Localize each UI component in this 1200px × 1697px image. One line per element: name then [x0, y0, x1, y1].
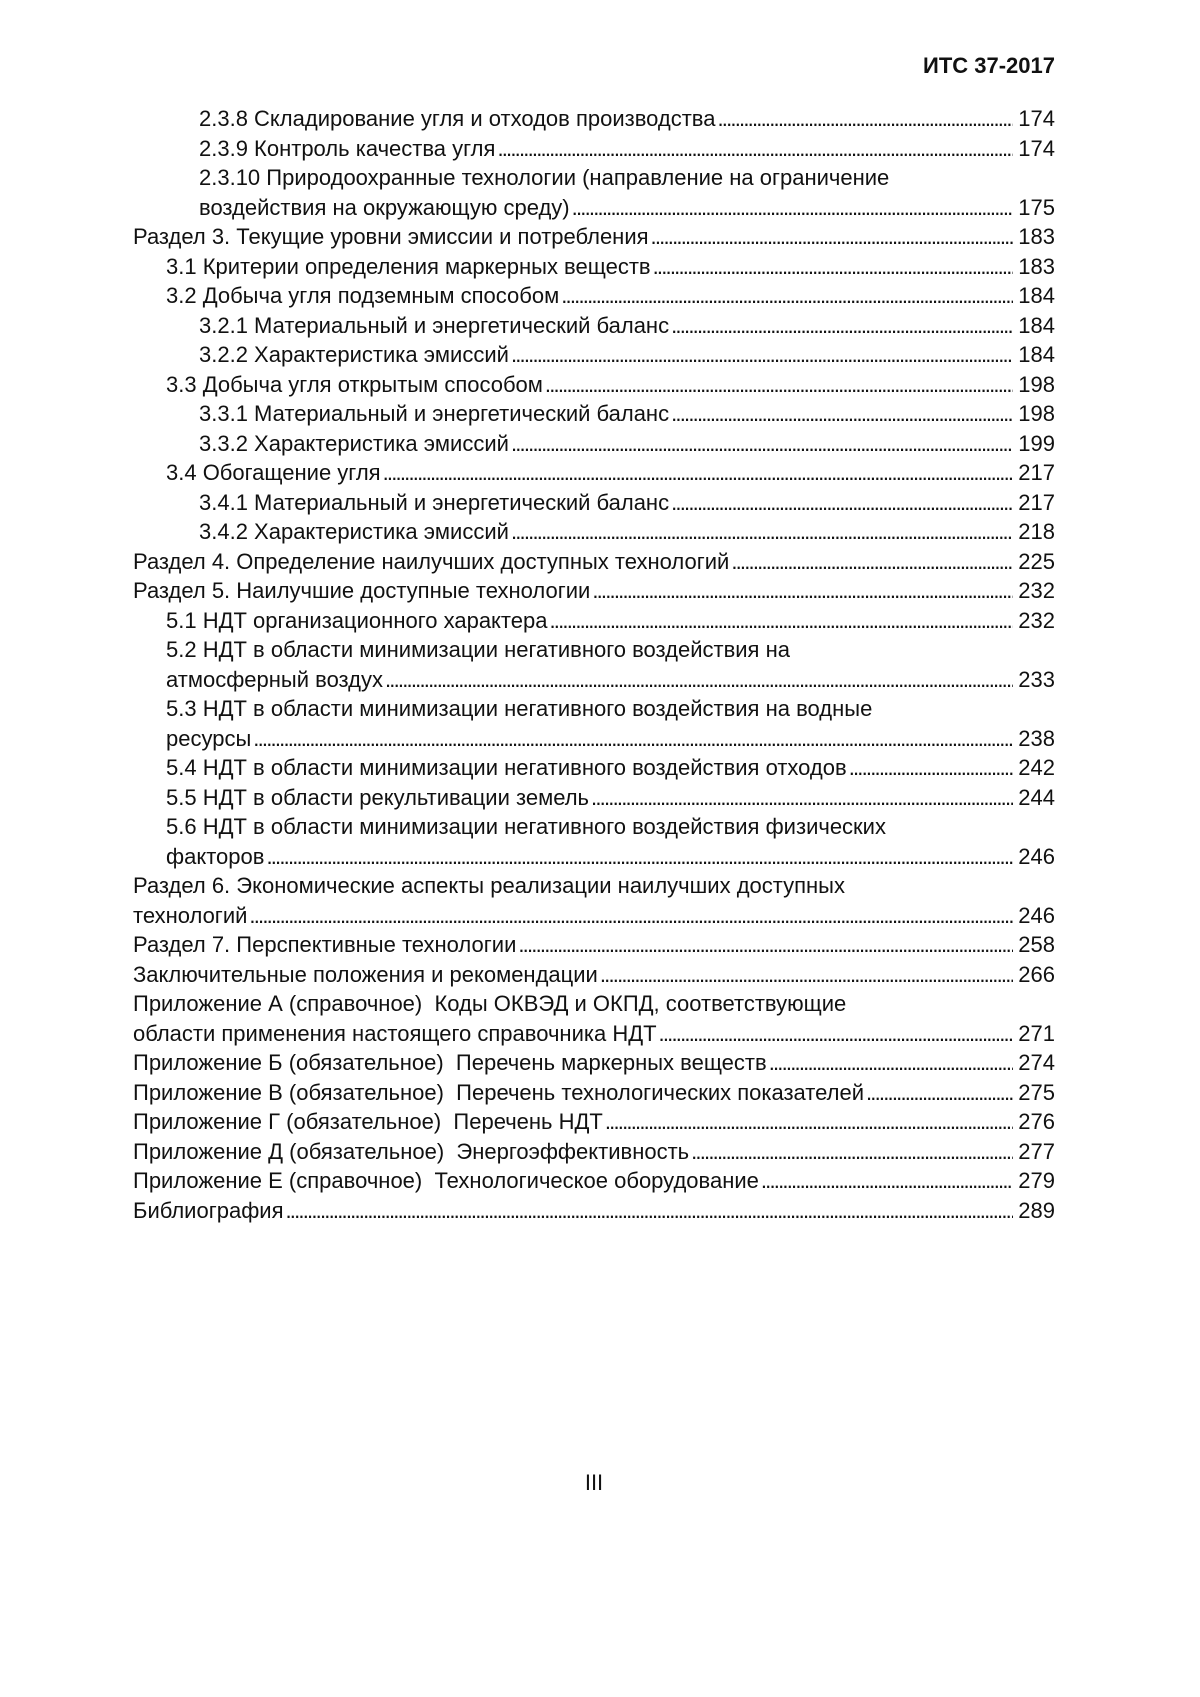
toc-entry	[133, 989, 1055, 1048]
toc-page-number: 238	[1018, 725, 1055, 751]
toc-line	[133, 989, 1055, 1019]
toc-page-number: 274	[1018, 1050, 1055, 1075]
toc-page-number: 184	[1018, 342, 1055, 367]
toc-entry	[133, 1107, 1055, 1137]
toc-entry	[133, 340, 1055, 370]
toc-page-number: 198	[1018, 371, 1055, 397]
dot-leader	[653, 252, 1014, 282]
toc-line	[133, 1078, 1055, 1108]
toc-line	[166, 694, 1055, 724]
toc-page-number: 198	[1018, 401, 1055, 426]
dot-leader	[691, 1137, 1013, 1167]
toc-entry	[133, 488, 1055, 518]
toc-page-number: 174	[1018, 135, 1055, 161]
toc-entry-title: Раздел 7. Перспективные технологии	[133, 932, 517, 957]
toc-entry-title: 5.3 НДТ в области минимизации негативного воздействия на водные	[166, 696, 873, 721]
dot-leader	[591, 783, 1013, 813]
toc-line	[166, 635, 1055, 665]
toc-line	[133, 1166, 1055, 1196]
toc-page-number: 258	[1018, 932, 1055, 957]
toc-line	[133, 871, 1055, 901]
toc-entry-title: Приложение Б (обязательное) Перечень маркерных веществ	[133, 1050, 767, 1075]
toc-entry-title: ресурсы	[166, 725, 252, 751]
dot-leader	[866, 1078, 1013, 1108]
toc-line	[166, 606, 1055, 636]
toc-line	[199, 517, 1055, 547]
dot-leader	[253, 724, 1013, 754]
toc-entry-title: Приложение А (справочное) Коды ОКВЭД и ОКПД, соответствующие	[133, 991, 847, 1016]
toc-entry-title: атмосферный воздух	[166, 666, 383, 692]
toc-page-number: 276	[1018, 1109, 1055, 1134]
toc-entry	[133, 635, 1055, 694]
dot-leader	[671, 488, 1013, 518]
toc-entry-title: 3.1 Критерии определения маркерных веществ	[166, 253, 651, 279]
toc-entry	[133, 1137, 1055, 1167]
toc-entry-title: 5.1 НДТ организационного характера	[166, 607, 548, 633]
toc-page-number: 277	[1018, 1138, 1055, 1164]
dot-leader	[497, 134, 1013, 164]
toc-line	[166, 370, 1055, 400]
toc-entry	[133, 517, 1055, 547]
toc-line	[133, 901, 1055, 931]
toc-entry-title: Раздел 6. Экономические аспекты реализации наилучших доступных	[133, 873, 845, 898]
dot-leader	[671, 399, 1013, 429]
toc-page-number: 174	[1018, 106, 1055, 131]
toc-line	[199, 340, 1055, 370]
toc-page-number: 271	[1018, 1020, 1055, 1046]
dot-leader	[385, 665, 1013, 695]
toc-entry	[133, 163, 1055, 222]
toc-line	[199, 311, 1055, 341]
toc-line	[166, 812, 1055, 842]
table-of-contents	[133, 104, 1055, 1225]
toc-entry	[133, 134, 1055, 164]
toc-entry-title: Раздел 5. Наилучшие доступные технологии	[133, 578, 591, 603]
toc-entry-title: Раздел 3. Текущие уровни эмиссии и потребления	[133, 224, 649, 249]
toc-line	[166, 458, 1055, 488]
toc-entry	[133, 871, 1055, 930]
dot-leader	[671, 311, 1013, 341]
toc-line	[166, 753, 1055, 783]
toc-entry-title: 2.3.8 Складирование угля и отходов производства	[199, 106, 716, 131]
toc-page-number: 246	[1018, 843, 1055, 869]
toc-page-number: 232	[1018, 607, 1055, 633]
document-code: ИТС 37-2017	[923, 53, 1055, 78]
dot-leader	[249, 901, 1013, 931]
toc-entry-title: 3.3.1 Материальный и энергетический баланс	[199, 401, 670, 426]
toc-entry-title: 3.3 Добыча угля открытым способом	[166, 371, 543, 397]
toc-entry-title: 5.6 НДТ в области минимизации негативного воздействия физических	[166, 814, 886, 839]
toc-entry	[133, 753, 1055, 783]
toc-line	[166, 665, 1055, 695]
toc-entry	[133, 547, 1055, 577]
toc-entry-title: области применения настоящего справочника НДТ	[133, 1020, 657, 1046]
toc-line	[133, 960, 1055, 990]
toc-entry-title: факторов	[166, 843, 265, 869]
toc-entry-title: 3.4.1 Материальный и энергетический баланс	[199, 489, 670, 515]
dot-leader	[545, 370, 1013, 400]
toc-entry-title: 3.3.2 Характеристика эмиссий	[199, 430, 509, 456]
toc-line	[199, 104, 1055, 134]
toc-page-number: 279	[1018, 1168, 1055, 1193]
toc-line	[166, 281, 1055, 311]
toc-entry-title: 3.2 Добыча угля подземным способом	[166, 283, 560, 308]
toc-entry-title: 5.5 НДТ в области рекультивации земель	[166, 784, 590, 810]
toc-entry-title: 3.4 Обогащение угля	[166, 460, 381, 485]
toc-line	[133, 547, 1055, 577]
dot-leader	[383, 458, 1014, 488]
toc-entry-title: Раздел 4. Определение наилучших доступных технологий	[133, 548, 730, 574]
toc-line	[166, 724, 1055, 754]
toc-line	[133, 576, 1055, 606]
toc-line	[199, 193, 1055, 223]
toc-entry	[133, 812, 1055, 871]
toc-line	[133, 1196, 1055, 1226]
toc-page-number: 225	[1018, 548, 1055, 574]
toc-line	[133, 1137, 1055, 1167]
toc-page-number: 246	[1018, 902, 1055, 928]
toc-page-number: 275	[1018, 1079, 1055, 1105]
dot-leader	[600, 960, 1013, 990]
toc-line	[133, 222, 1055, 252]
dot-leader	[572, 193, 1014, 223]
dot-leader	[849, 753, 1014, 783]
toc-line	[199, 163, 1055, 193]
dot-leader	[266, 842, 1013, 872]
toc-page-number: 183	[1018, 224, 1055, 249]
toc-page-number: 183	[1018, 253, 1055, 279]
toc-line	[133, 1048, 1055, 1078]
dot-leader	[731, 547, 1013, 577]
page-number: III	[584, 1470, 604, 1495]
toc-entry-title: 5.2 НДТ в области минимизации негативного воздействия на	[166, 637, 790, 662]
toc-line	[133, 1107, 1055, 1137]
toc-line	[133, 1019, 1055, 1049]
toc-entry-title: Приложение Г (обязательное) Перечень НДТ	[133, 1109, 603, 1134]
toc-entry-title: 2.3.10 Природоохранные технологии (направление на ограничение	[199, 165, 890, 190]
toc-page-number: 233	[1018, 666, 1055, 692]
toc-page-number: 175	[1018, 194, 1055, 220]
toc-entry	[133, 930, 1055, 960]
dot-leader	[605, 1107, 1013, 1137]
toc-entry-title: 3.2.1 Материальный и энергетический баланс	[199, 312, 670, 338]
toc-entry-title: 3.2.2 Характеристика эмиссий	[199, 342, 509, 367]
toc-entry	[133, 576, 1055, 606]
toc-entry-title: воздействия на окружающую среду)	[199, 194, 570, 220]
toc-entry	[133, 222, 1055, 252]
dot-leader	[592, 576, 1013, 606]
toc-entry-title: 3.4.2 Характеристика эмиссий	[199, 519, 509, 544]
dot-leader	[518, 930, 1013, 960]
dot-leader	[511, 517, 1013, 547]
toc-page-number: 184	[1018, 312, 1055, 338]
toc-entry	[133, 1078, 1055, 1108]
toc-entry	[133, 281, 1055, 311]
toc-entry	[133, 252, 1055, 282]
toc-entry	[133, 1048, 1055, 1078]
toc-entry	[133, 311, 1055, 341]
toc-entry-title: Библиография	[133, 1197, 284, 1223]
toc-entry-title: 5.4 НДТ в области минимизации негативного воздействия отходов	[166, 755, 847, 780]
toc-page-number: 244	[1018, 784, 1055, 810]
toc-entry-title: технологий	[133, 902, 248, 928]
toc-line	[199, 134, 1055, 164]
toc-entry-title: Приложение Е (справочное) Технологическое оборудование	[133, 1168, 759, 1193]
dot-leader	[769, 1048, 1014, 1078]
toc-line	[133, 930, 1055, 960]
toc-entry	[133, 458, 1055, 488]
toc-line	[199, 429, 1055, 459]
toc-entry-title: Приложение Д (обязательное) Энергоэффективность	[133, 1138, 690, 1164]
toc-page-number: 242	[1018, 755, 1055, 780]
toc-line	[199, 399, 1055, 429]
toc-line	[166, 252, 1055, 282]
toc-entry	[133, 104, 1055, 134]
toc-entry	[133, 960, 1055, 990]
toc-entry-title: Приложение В (обязательное) Перечень технологических показателей	[133, 1079, 864, 1105]
toc-entry	[133, 370, 1055, 400]
dot-leader	[651, 222, 1014, 252]
toc-page-number: 199	[1018, 430, 1055, 456]
toc-page-number: 217	[1018, 460, 1055, 485]
toc-entry	[133, 1166, 1055, 1196]
toc-page-number: 184	[1018, 283, 1055, 308]
toc-entry	[133, 1196, 1055, 1226]
toc-entry	[133, 783, 1055, 813]
toc-line	[199, 488, 1055, 518]
dot-leader	[561, 281, 1013, 311]
dot-leader	[761, 1166, 1013, 1196]
toc-page-number: 232	[1018, 578, 1055, 603]
toc-line	[166, 783, 1055, 813]
toc-entry-title: Заключительные положения и рекомендации	[133, 961, 598, 987]
toc-entry	[133, 606, 1055, 636]
toc-page-number: 266	[1018, 961, 1055, 987]
toc-line	[166, 842, 1055, 872]
dot-leader	[659, 1019, 1014, 1049]
toc-entry	[133, 399, 1055, 429]
dot-leader	[511, 429, 1013, 459]
dot-leader	[549, 606, 1013, 636]
toc-entry	[133, 429, 1055, 459]
toc-entry-title: 2.3.9 Контроль качества угля	[199, 135, 496, 161]
dot-leader	[511, 340, 1013, 370]
toc-entry	[133, 694, 1055, 753]
toc-page-number: 217	[1018, 489, 1055, 515]
dot-leader	[717, 104, 1013, 134]
toc-page-number: 218	[1018, 519, 1055, 544]
dot-leader	[286, 1196, 1014, 1226]
toc-page-number: 289	[1018, 1197, 1055, 1223]
